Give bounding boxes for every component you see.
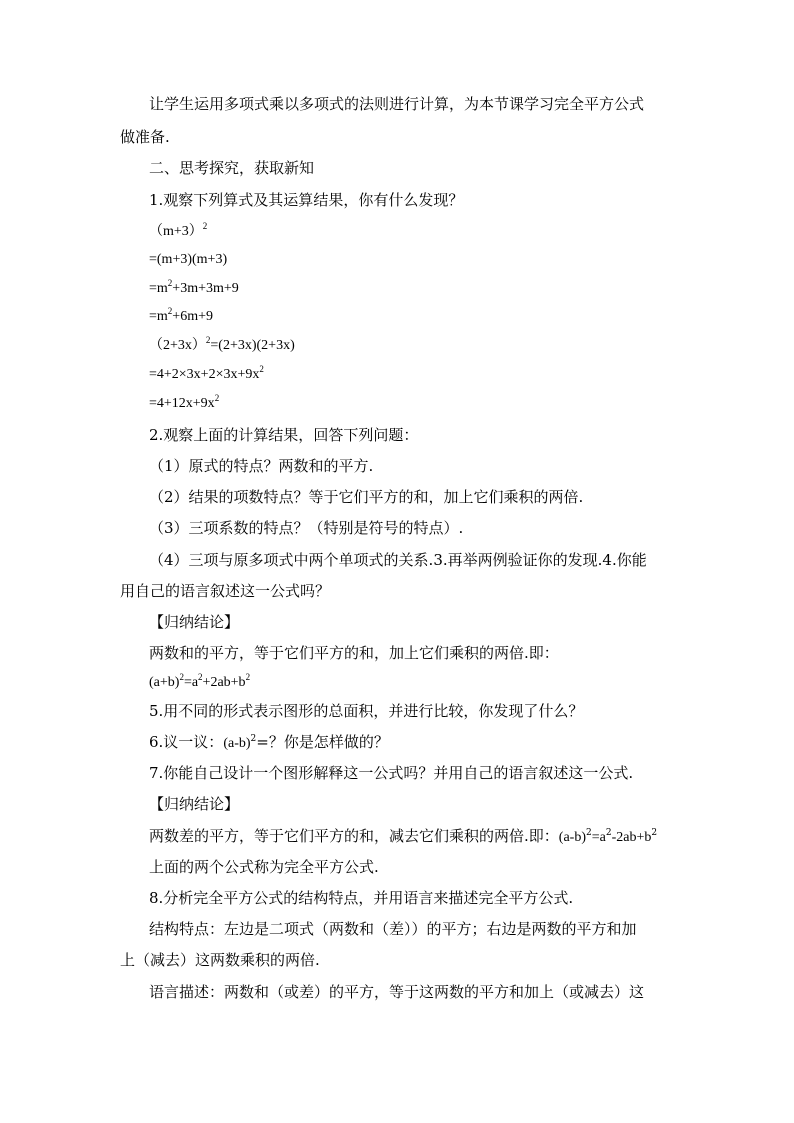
exponent: 2	[250, 734, 257, 744]
equation-line	[149, 307, 709, 327]
sub-question: （2）结果的项数特点？等于它们平方的和，加上它们乘积的两倍.	[149, 488, 584, 506]
question-5: 5.用不同的形式表示图形的总面积，并进行比较，你发现了什么？	[149, 702, 584, 720]
question-1: 1.观察下列算式及其运算结果，你有什么发现？	[149, 191, 464, 209]
conclusion-text	[149, 826, 709, 848]
expr: =(2+3x)(2+3x)	[210, 338, 295, 353]
expr: +3m+3m+9	[172, 281, 239, 296]
expr: =a	[591, 830, 606, 845]
question-2: 2.观察上面的计算结果，回答下列问题：	[149, 426, 419, 444]
exponent: 2	[259, 364, 264, 374]
question-7: 7.你能自己设计一个图形解释这一公式吗？并用自己的语言叙述这一公式.	[149, 764, 634, 782]
question-6	[149, 732, 709, 754]
exponent: 2	[605, 828, 612, 838]
exponent: 2	[214, 393, 220, 403]
expr: =m	[149, 281, 168, 296]
text: 两数差的平方，等于它们平方的和，减去它们乘积的两倍.即：	[149, 827, 559, 845]
expr: (a-b)	[558, 830, 586, 845]
equation-line	[149, 365, 709, 385]
conclusion-text: 两数和的平方，等于它们平方的和，加上它们乘积的两倍.即：	[149, 644, 559, 662]
exponent: 2	[202, 221, 208, 231]
equation-line	[149, 222, 709, 242]
paragraph-line: 让学生运用多项式乘以多项式的法则进行计算，为本节课学习完全平方公式	[149, 95, 645, 113]
exponent: 2	[245, 672, 251, 682]
sub-question: （4）三项与原多项式中两个单项式的关系.3.再举两例验证你的发现.4.你能	[149, 551, 647, 569]
equation-line: =(m+3)(m+3)	[149, 252, 228, 267]
equation-line	[149, 279, 709, 299]
equation-line	[149, 336, 709, 356]
expr: （2+3x）	[149, 338, 206, 353]
conclusion-text: 上面的两个公式称为完全平方公式.	[149, 858, 379, 876]
expr: =m	[149, 309, 168, 324]
expr: +2ab+b	[202, 675, 246, 690]
equation-line	[149, 394, 709, 414]
paragraph-line: 语言描述：两数和（或差）的平方，等于这两数的平方和加上（或减去）这	[149, 983, 645, 1001]
expr: =a	[183, 675, 199, 690]
paragraph-line: 用自己的语言叙述这一公式吗？	[120, 582, 331, 600]
expr: （m+3）	[149, 224, 203, 239]
expr: +6m+9	[172, 309, 213, 324]
paragraph-line: 上（减去）这两数乘积的两倍.	[120, 951, 320, 969]
exponent: 2	[205, 335, 211, 345]
formula-line	[149, 673, 709, 693]
conclusion-label: 【归纳结论】	[149, 613, 240, 631]
expr: (a-b)	[223, 736, 251, 751]
expr: =4+12x+9x	[149, 396, 215, 411]
exponent: 2	[651, 828, 658, 838]
sub-question: （3）三项系数的特点？（特别是符号的特点）.	[149, 519, 464, 537]
question-8: 8.分析完全平方公式的结构特点，并用语言来描述完全平方公式.	[149, 889, 574, 907]
expr: -2ab+b	[611, 830, 652, 845]
paragraph-line: 做准备.	[120, 128, 170, 146]
conclusion-label: 【归纳结论】	[149, 795, 240, 813]
expr: =4+2×3x+2×3x+9x	[149, 367, 260, 382]
exponent: 2	[198, 672, 203, 682]
exponent: 2	[167, 306, 173, 316]
sub-question: （1）原式的特点？两数和的平方.	[149, 457, 374, 475]
exponent: 2	[179, 672, 184, 682]
text: =？你是怎样做的？	[256, 733, 389, 751]
section-heading: 二、思考探究，获取新知	[149, 159, 315, 177]
exponent: 2	[585, 828, 592, 838]
expr: (a+b)	[149, 675, 180, 690]
exponent: 2	[167, 278, 173, 288]
text: 6.议一议：	[149, 733, 224, 751]
paragraph-line: 结构特点：左边是二项式（两数和（差））的平方；右边是两数的平方和加	[149, 920, 637, 938]
